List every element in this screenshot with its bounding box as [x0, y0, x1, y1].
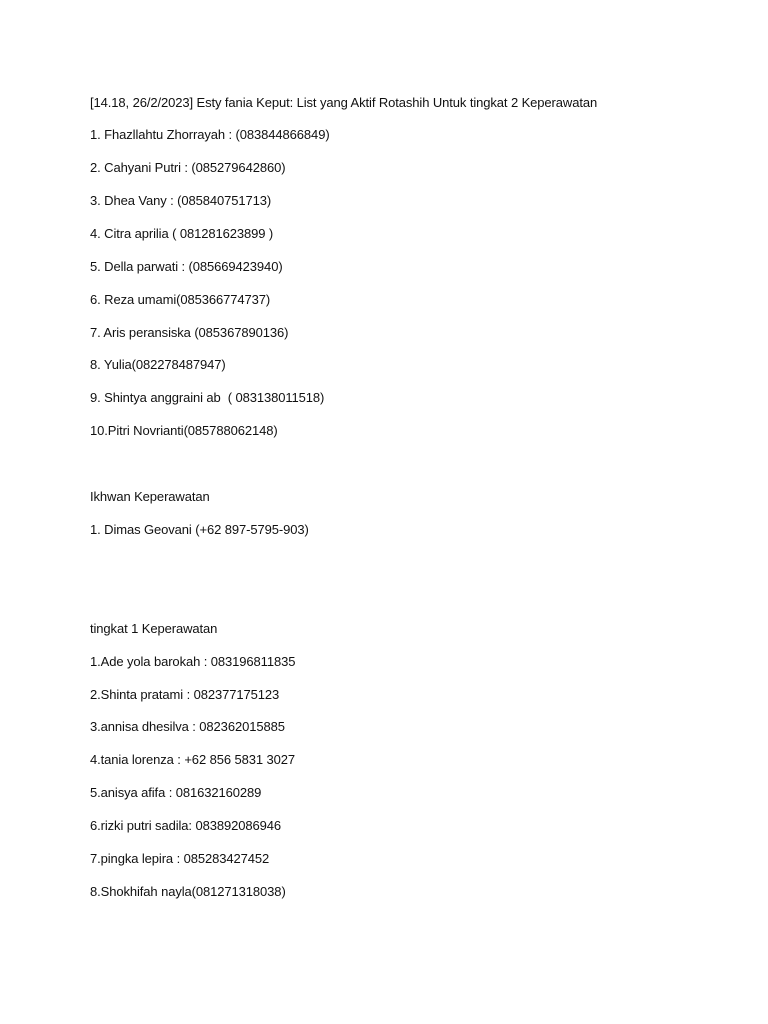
- list-item: 6. Reza umami(085366774737): [90, 292, 271, 307]
- list-item: 9. Shintya anggraini ab ( 083138011518): [90, 390, 325, 405]
- list-item: 7.pingka lepira : 085283427452: [90, 851, 270, 866]
- list-item: 3. Dhea Vany : (085840751713): [90, 193, 272, 208]
- list-item: 1. Fhazllahtu Zhorrayah : (083844866849): [90, 127, 330, 142]
- message-header: [14.18, 26/2/2023] Esty fania Keput: List yang Aktif Rotashih Untuk tingkat 2 Keperawatan: [90, 95, 598, 110]
- list-item: 1. Dimas Geovani (+62 897-5795-903): [90, 522, 309, 537]
- ikhwan-heading: Ikhwan Keperawatan: [90, 489, 210, 504]
- list-item: 10.Pitri Novrianti(085788062148): [90, 423, 278, 438]
- list-item: 8.Shokhifah nayla(081271318038): [90, 884, 286, 899]
- list-item: 8. Yulia(082278487947): [90, 357, 226, 372]
- list-item: 6.rizki putri sadila: 083892086946: [90, 818, 282, 833]
- list-item: 2. Cahyani Putri : (085279642860): [90, 160, 286, 175]
- list-item: 2.Shinta pratami : 082377175123: [90, 687, 280, 702]
- list-item: 5.anisya afifa : 081632160289: [90, 785, 262, 800]
- tingkat1-heading: tingkat 1 Keperawatan: [90, 621, 218, 636]
- list-item: 7. Aris peransiska (085367890136): [90, 325, 289, 340]
- list-item: 1.Ade yola barokah : 083196811835: [90, 654, 296, 669]
- list-item: 4.tania lorenza : +62 856 5831 3027: [90, 752, 296, 767]
- list-item: 4. Citra aprilia ( 081281623899 ): [90, 226, 274, 241]
- list-item: 5. Della parwati : (085669423940): [90, 259, 283, 274]
- list-item: 3.annisa dhesilva : 082362015885: [90, 719, 285, 734]
